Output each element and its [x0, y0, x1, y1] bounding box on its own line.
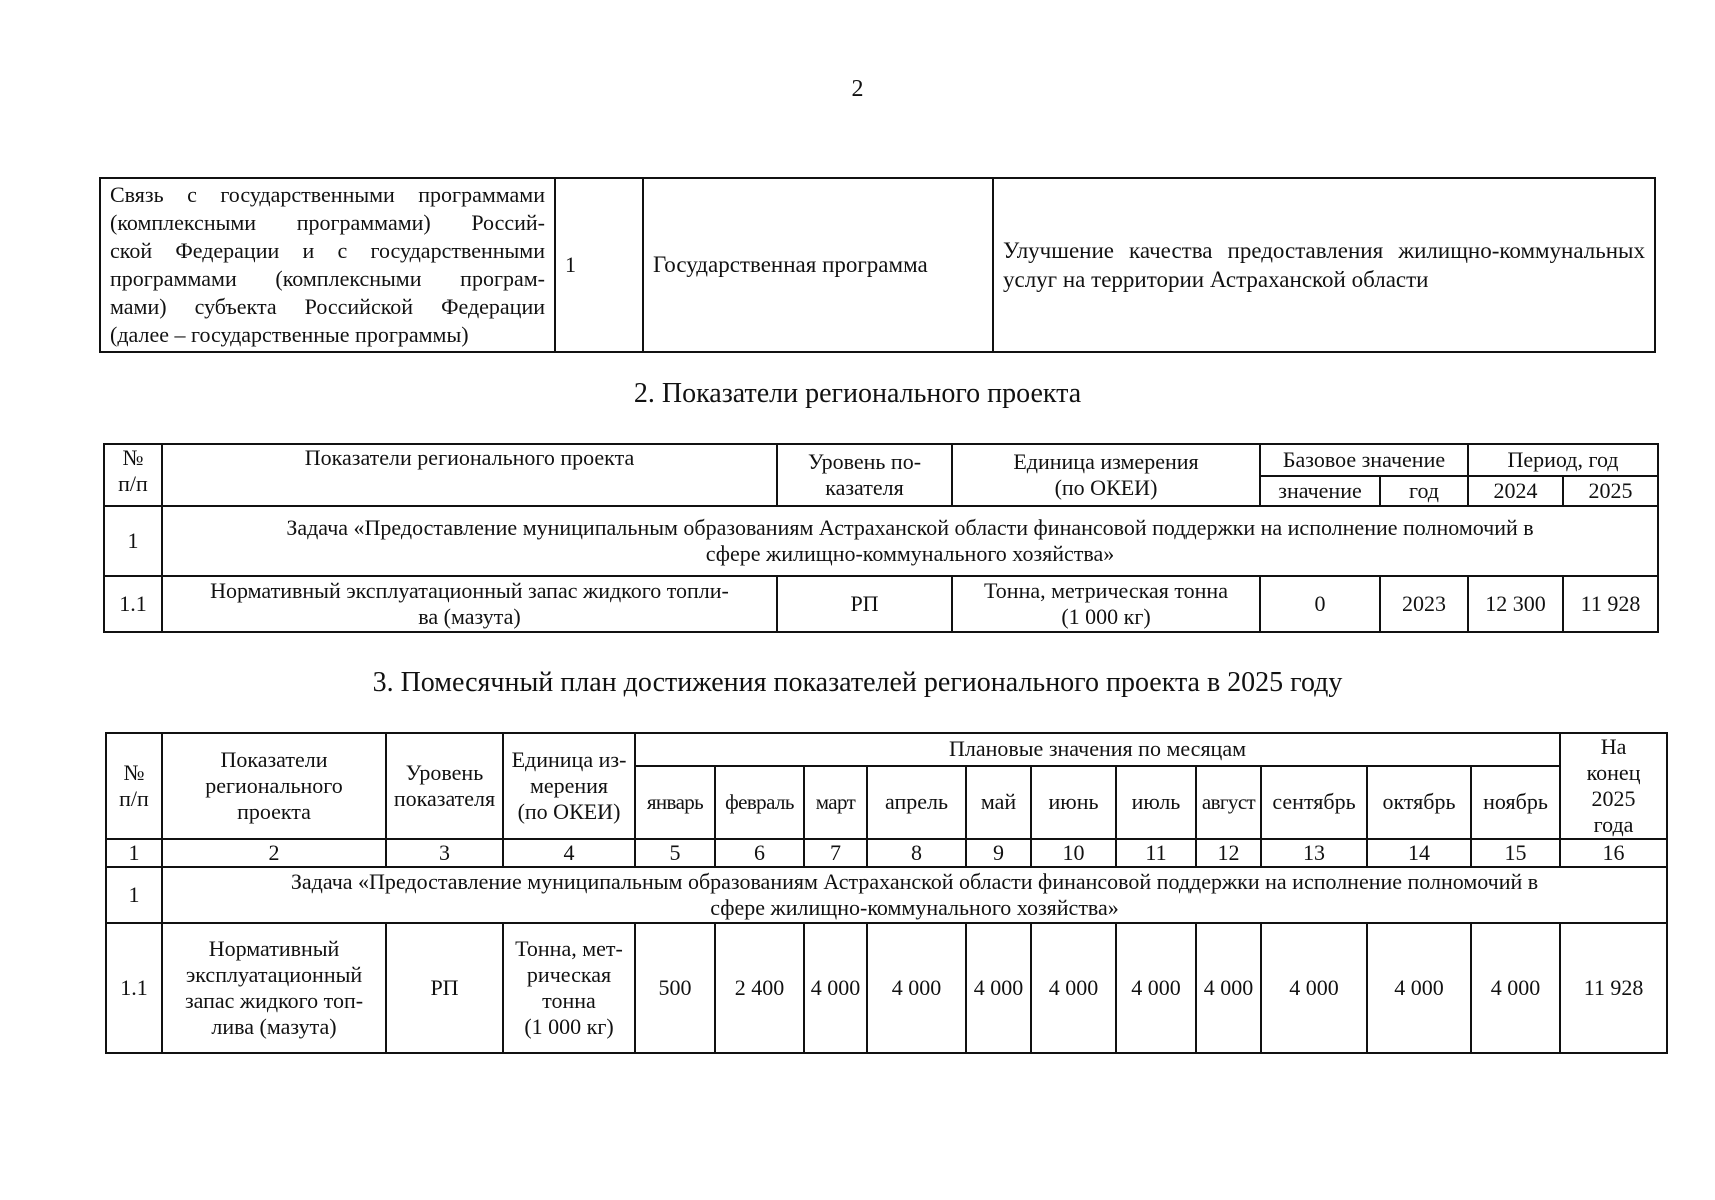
task-text: [162, 867, 1667, 923]
task-text: [162, 506, 1658, 576]
column-number: 14: [1367, 839, 1471, 867]
program-name: Улучшение качества предоставления жилищно-коммунальных услуг на территории Астраханской области: [993, 178, 1655, 352]
label-line: (далее – государственные программы): [110, 322, 469, 347]
header-line: проекта: [237, 799, 311, 824]
row-base-year: 2023: [1380, 576, 1468, 632]
column-numbers-row: [106, 839, 1667, 867]
header-end: [1560, 733, 1667, 839]
row-level: РП: [386, 923, 503, 1053]
header-line: мерения: [529, 773, 609, 798]
header-unit: [952, 444, 1260, 506]
program-number: 1: [555, 178, 643, 352]
monthly-plan-table: [105, 732, 1668, 1054]
column-number: 6: [715, 839, 804, 867]
cell-line: Тонна, мет-: [515, 936, 623, 961]
end-value: 11 928: [1560, 923, 1667, 1053]
header-month: июль: [1116, 766, 1196, 839]
table-row: [106, 923, 1667, 1053]
header-month: январь: [635, 766, 715, 839]
page-number: 2: [851, 76, 864, 102]
column-number: 7: [804, 839, 867, 867]
cell-line: рическая: [526, 962, 612, 987]
section3-title: 3. Помесячный план достижения показателей регионального проекта в 2025 году: [372, 667, 1343, 698]
header-month: апрель: [867, 766, 966, 839]
cell-line: эксплуатационный: [185, 962, 363, 987]
header-base: Базовое значение: [1260, 444, 1468, 476]
header-line: Единица из-: [511, 747, 627, 772]
header-line: (по ОКЕИ): [517, 799, 621, 824]
header-period: Период, год: [1468, 444, 1658, 476]
header-indicator: [162, 733, 386, 839]
header-line: (по ОКЕИ): [1054, 475, 1158, 500]
cell-line: запас жидкого топ-: [184, 988, 364, 1013]
header-line: казателя: [825, 475, 904, 500]
program-link-label: [100, 178, 555, 352]
header-indicator: Показатели регионального проекта: [162, 444, 777, 506]
row-2025: 11 928: [1563, 576, 1658, 632]
header-line: показателя: [393, 786, 496, 811]
label-line: (комплексными программами) Россий-: [110, 210, 545, 235]
month-value: 4 000: [1471, 923, 1560, 1053]
task-line: Задача «Предоставление муниципальным образованиям Астраханской области финансовой поддержки на исполнение полномочий в: [290, 869, 1539, 894]
task-line: Задача «Предоставление муниципальным образованиям Астраханской области финансовой поддержки на исполнение полномочий в: [286, 515, 1534, 540]
month-value: 4 000: [1261, 923, 1367, 1053]
header-row: [104, 444, 1658, 476]
column-number: 3: [386, 839, 503, 867]
header-num: № п/п: [104, 444, 162, 506]
task-num: 1: [104, 506, 162, 576]
header-unit: [503, 733, 635, 839]
task-line: сфере жилищно-коммунального хозяйства»: [705, 541, 1115, 566]
row-indicator: [162, 576, 777, 632]
row-base-value: 0: [1260, 576, 1380, 632]
column-number: 15: [1471, 839, 1560, 867]
indicators-table: [103, 443, 1659, 633]
month-value: 4 000: [1367, 923, 1471, 1053]
label-line: программами (комплексными програм-: [110, 266, 545, 291]
column-number: 5: [635, 839, 715, 867]
month-value: 500: [635, 923, 715, 1053]
cell-line: Нормативный эксплуатационный запас жидкого топли-: [210, 578, 729, 603]
header-base-value: значение: [1260, 476, 1380, 506]
header-line: регионального: [205, 773, 343, 798]
cell-line: лива (мазута): [211, 1014, 337, 1039]
row-num: 1.1: [106, 923, 162, 1053]
header-line: Единица измерения: [1013, 449, 1199, 474]
header-month: май: [966, 766, 1031, 839]
column-number: 8: [867, 839, 966, 867]
cell-line: (1 000 кг): [1061, 604, 1151, 629]
row-unit: [503, 923, 635, 1053]
column-number: 16: [1560, 839, 1667, 867]
task-row: [106, 867, 1667, 923]
row-indicator: [162, 923, 386, 1053]
label-line: Связь с государственными программами: [110, 182, 545, 207]
table-row: [104, 576, 1658, 632]
cell-line: тонна: [542, 988, 596, 1013]
month-value: 4 000: [867, 923, 966, 1053]
task-num: 1: [106, 867, 162, 923]
row-2024: 12 300: [1468, 576, 1563, 632]
column-number: 2: [162, 839, 386, 867]
program-link-row: [100, 178, 1655, 352]
header-month: октябрь: [1367, 766, 1471, 839]
cell-line: Нормативный: [208, 936, 340, 961]
row-level: РП: [777, 576, 952, 632]
month-value: 4 000: [804, 923, 867, 1053]
task-row: [104, 506, 1658, 576]
column-number: 12: [1196, 839, 1261, 867]
header-month: ноябрь: [1471, 766, 1560, 839]
row-unit: [952, 576, 1260, 632]
header-level: [777, 444, 952, 506]
section2-title: 2. Показатели регионального проекта: [633, 378, 1082, 409]
header-line: 2025: [1591, 786, 1636, 811]
month-value: 4 000: [1031, 923, 1116, 1053]
column-number: 11: [1116, 839, 1196, 867]
label-line: мами) субъекта Российской Федерации: [110, 294, 545, 319]
header-line: На: [1600, 734, 1627, 759]
month-value: 4 000: [1116, 923, 1196, 1053]
header-month: август: [1196, 766, 1261, 839]
month-value: 2 400: [715, 923, 804, 1053]
header-level: [386, 733, 503, 839]
header-num: № п/п: [106, 733, 162, 839]
header-2024: 2024: [1468, 476, 1563, 506]
header-monthly: Плановые значения по месяцам: [635, 733, 1560, 766]
cell-line: Тонна, метрическая тонна: [984, 578, 1228, 603]
column-number: 10: [1031, 839, 1116, 867]
header-month: июнь: [1031, 766, 1116, 839]
column-number: 4: [503, 839, 635, 867]
column-number: 9: [966, 839, 1031, 867]
header-line: Уровень: [405, 760, 484, 785]
task-line: сфере жилищно-коммунального хозяйства»: [710, 895, 1119, 920]
header-line: конец: [1586, 760, 1641, 785]
header-line: Показатели: [220, 747, 328, 772]
month-value: 4 000: [1196, 923, 1261, 1053]
header-line: года: [1593, 812, 1634, 837]
header-month: март: [804, 766, 867, 839]
label-line: ской Федерации и с государственными: [110, 238, 545, 263]
month-value: 4 000: [966, 923, 1031, 1053]
column-number: 1: [106, 839, 162, 867]
row-num: 1.1: [104, 576, 162, 632]
program-type: Государственная программа: [643, 178, 993, 352]
header-month: сентябрь: [1261, 766, 1367, 839]
header-2025: 2025: [1563, 476, 1658, 506]
program-link-table: [99, 177, 1656, 353]
header-base-year: год: [1380, 476, 1468, 506]
cell-line: (1 000 кг): [524, 1014, 614, 1039]
header-month: февраль: [715, 766, 804, 839]
header-row: [106, 733, 1667, 766]
header-line: Уровень по-: [807, 449, 922, 474]
cell-line: ва (мазута): [418, 604, 521, 629]
column-number: 13: [1261, 839, 1367, 867]
